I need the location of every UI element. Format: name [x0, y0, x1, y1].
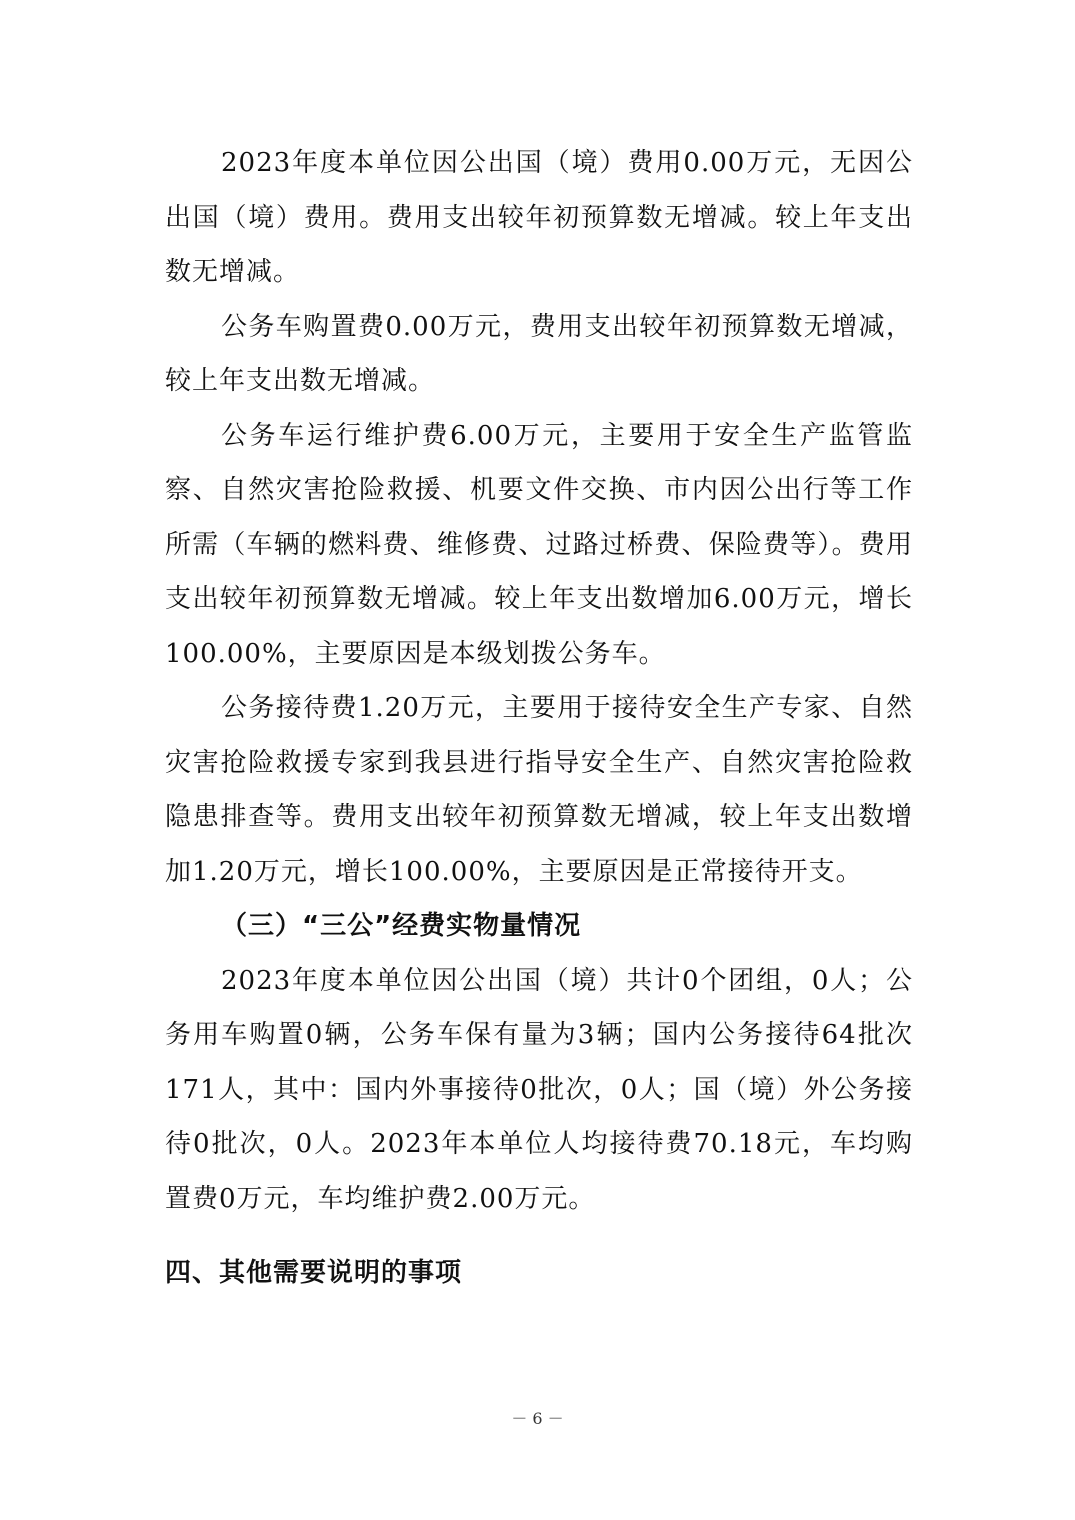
page-number: － 6 － — [511, 1409, 564, 1428]
paragraph-physical-quantity: 2023年度本单位因公出国（境）共计0个团组，0人；公务用车购置0辆，公务车保有量为3辆；国内公务接待64批次171人，其中：国内外事接待0批次，0人；国（境）外公务接待0批次，0人。2023年本单位人均接待费70.18元，车均购置费0万元，车均维护费2.00万元。 — [165, 965, 913, 1214]
subheading-physical-quantity: （三）“三公”经费实物量情况 — [221, 911, 582, 941]
paragraph-overseas-travel: 2023年度本单位因公出国（境）费用0.00万元，无因公出国（境）费用。费用支出较年初预算数无增减。较上年支出数无增减。 — [165, 148, 913, 287]
paragraph-vehicle-maintenance: 公务车运行维护费6.00万元，主要用于安全生产监管监察、自然灾害抢险救援、机要文件交换、市内因公出行等工作所需（车辆的燃料费、维修费、过路过桥费、保险费等）。费用支出较年初预算数无增减。较上年支出数增加6.00万元，增长100.00%，主要原因是本级划拨公务车。 — [165, 420, 913, 669]
document-body — [165, 136, 913, 1301]
paragraph-vehicle-purchase: 公务车购置费0.00万元，费用支出较年初预算数无增减，较上年支出数无增减。 — [165, 311, 913, 396]
section-heading-other-matters: 四、其他需要说明的事项 — [165, 1258, 463, 1288]
paragraph-reception: 公务接待费1.20万元，主要用于接待安全生产专家、自然灾害抢险救援专家到我县进行指导安全生产、自然灾害抢险救隐患排查等。费用支出较年初预算数无增减，较上年支出数增加1.20万元，增长100.00%，主要原因是正常接待开支。 — [165, 693, 913, 887]
